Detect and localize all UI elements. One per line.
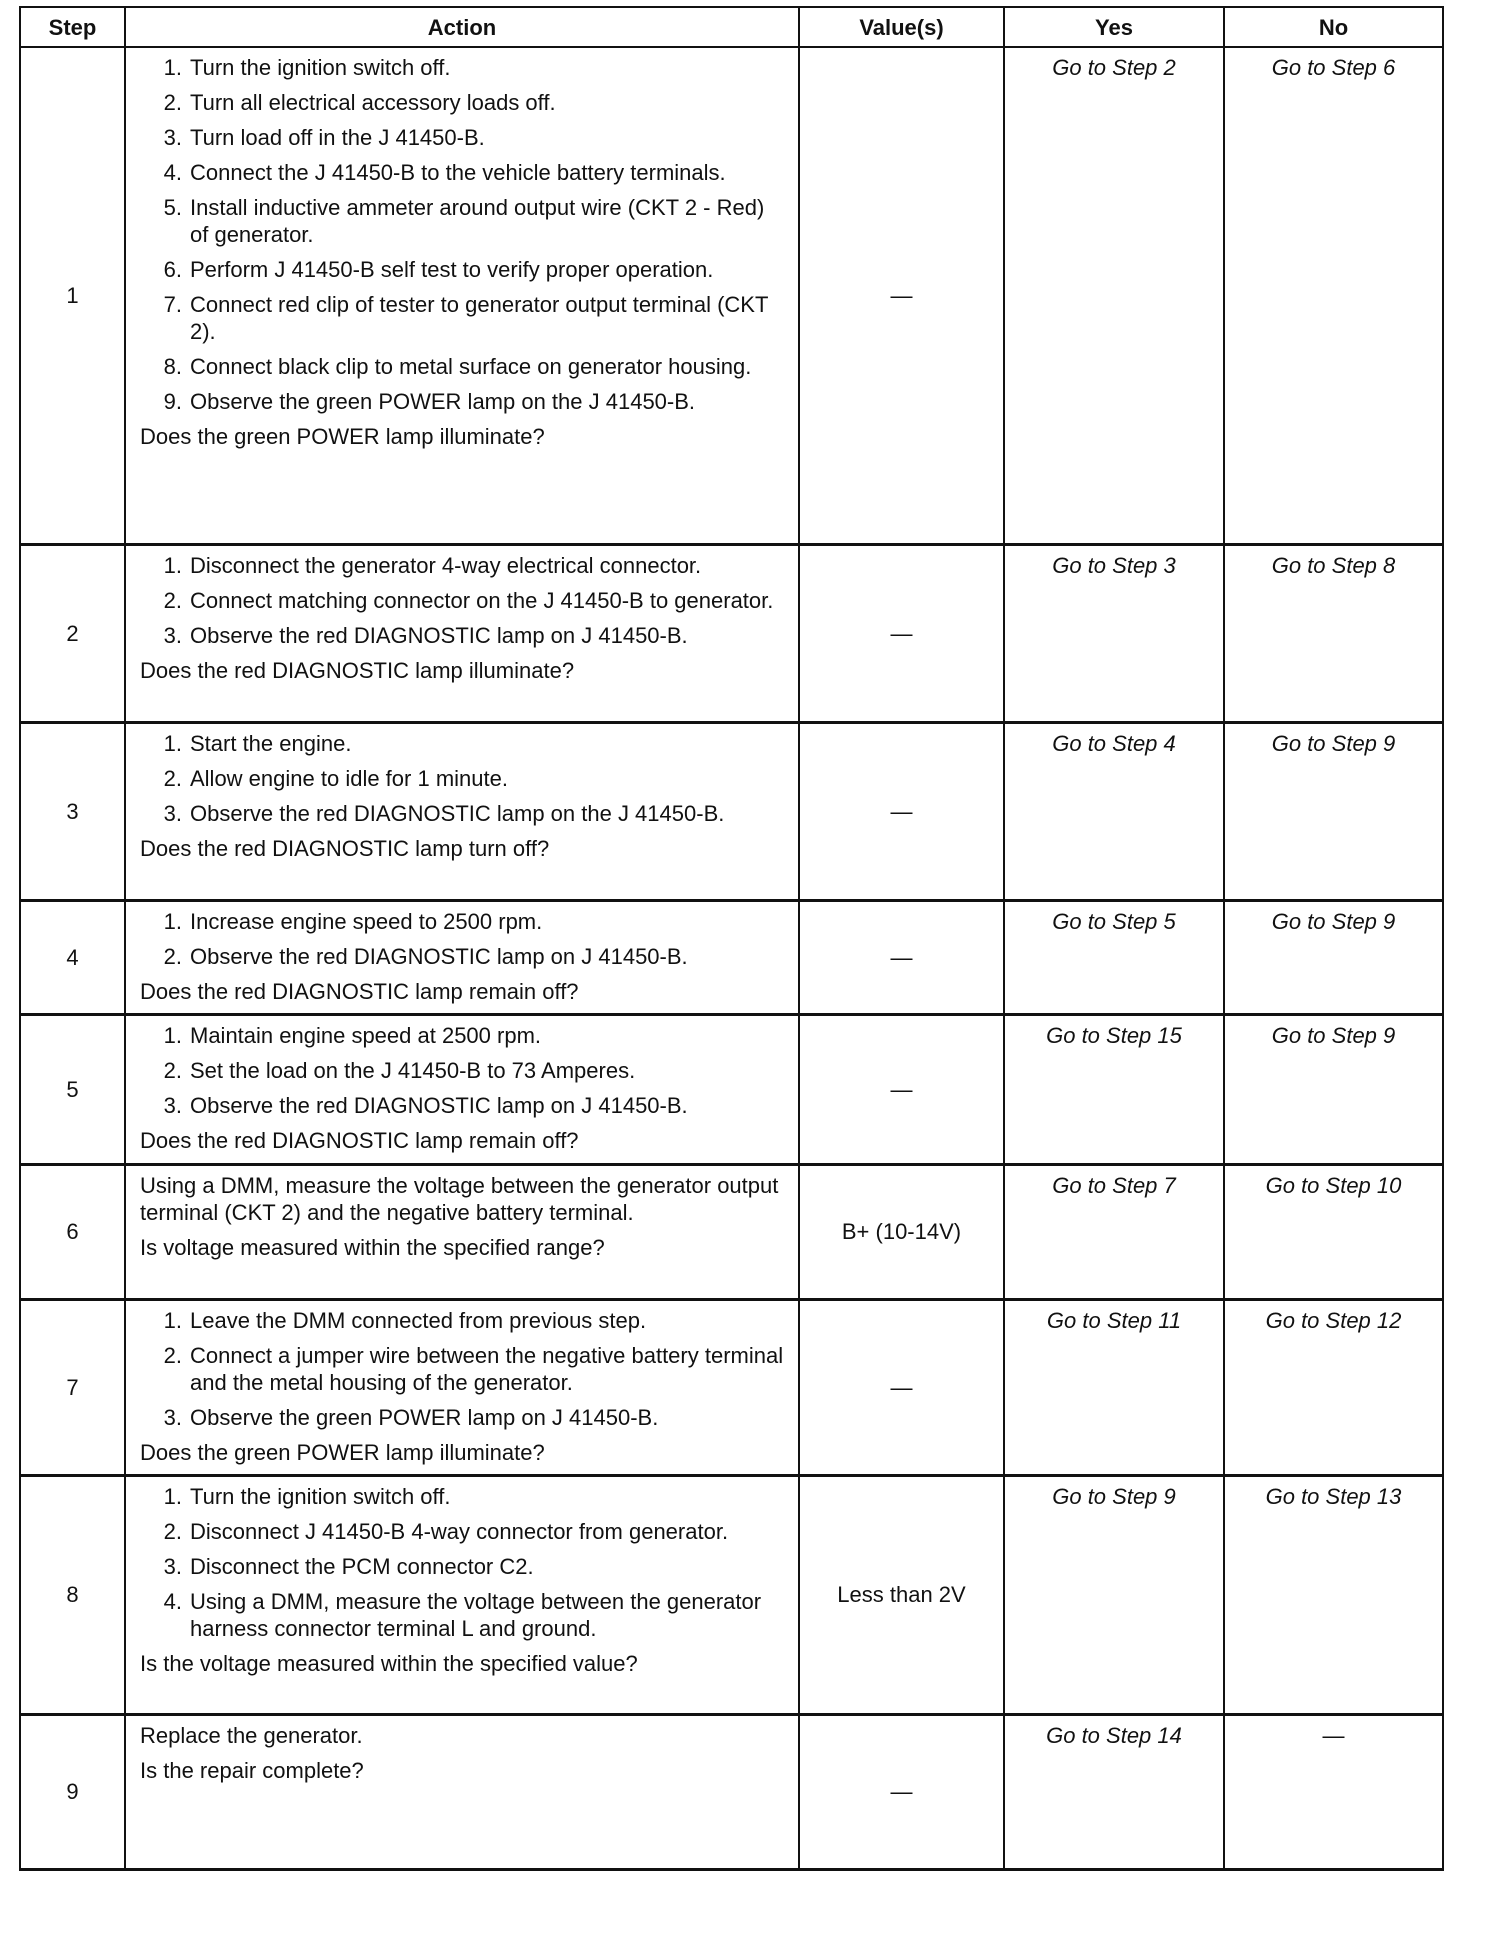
yes-goto-step: Go to Step 2	[1052, 55, 1176, 80]
header-no: No	[1224, 7, 1443, 47]
item-number: 1.	[163, 908, 182, 934]
action-content	[126, 902, 798, 1011]
no-goto-step: Go to Step 8	[1271, 552, 1396, 578]
action-cell	[125, 544, 799, 722]
yes-cell	[1004, 544, 1224, 722]
no-cell	[1224, 47, 1443, 544]
step-number: 9	[20, 1714, 125, 1869]
action-content	[126, 724, 798, 868]
value-cell: B+ (10-14V)	[799, 1164, 1004, 1299]
yes-cell	[1004, 1475, 1224, 1714]
action-text: Using a DMM, measure the voltage between the generator output terminal (CKT 2) and the negative battery terminal.	[140, 1172, 779, 1225]
question-text: Does the green POWER lamp illuminate?	[140, 424, 545, 449]
question-text: Does the red DIAGNOSTIC lamp illuminate?	[140, 657, 575, 683]
action-item	[140, 124, 788, 151]
question-text: Does the red DIAGNOSTIC lamp remain off?	[140, 978, 579, 1004]
value-cell: —	[799, 1299, 1004, 1475]
action-item	[140, 388, 788, 415]
no-cell	[1224, 544, 1443, 722]
item-number: 6.	[163, 257, 182, 282]
step-number: 8	[20, 1475, 125, 1714]
no-content	[1225, 1016, 1442, 1055]
yes-content	[1005, 902, 1223, 941]
header-step: Step	[20, 7, 125, 47]
action-item	[140, 1057, 788, 1084]
item-number: 5.	[163, 195, 182, 220]
action-cell	[125, 47, 799, 544]
item-number: 3.	[163, 125, 182, 150]
item-number: 3.	[163, 1404, 182, 1430]
no-goto-step: Go to Step 9	[1271, 908, 1396, 934]
action-content	[126, 1166, 798, 1267]
yes-goto-step: Go to Step 15	[1046, 1022, 1182, 1048]
item-text: Connect black clip to metal surface on generator housing.	[190, 354, 752, 379]
no-cell	[1224, 1164, 1443, 1299]
item-text: Observe the red DIAGNOSTIC lamp on J 41450-B.	[190, 943, 688, 969]
item-number: 3.	[163, 800, 182, 826]
item-number: 8.	[163, 354, 182, 379]
value-cell: —	[799, 1714, 1004, 1869]
no-content	[1225, 48, 1442, 87]
action-cell	[125, 1475, 799, 1714]
item-text: Turn the ignition switch off.	[190, 55, 451, 80]
action-item	[140, 1553, 788, 1580]
table-row	[20, 722, 1443, 900]
no-content	[1225, 546, 1442, 585]
table-row	[20, 1475, 1443, 1714]
yes-content	[1005, 1016, 1223, 1055]
yes-goto-step: Go to Step 9	[1052, 1483, 1176, 1509]
item-text: Connect red clip of tester to generator output terminal (CKT 2).	[190, 292, 768, 344]
item-text: Observe the green POWER lamp on the J 41450-B.	[190, 389, 696, 414]
question-text: Is the repair complete?	[140, 1757, 364, 1783]
diagnostic-table	[19, 6, 1444, 1871]
item-number: 2.	[163, 1518, 182, 1544]
item-number: 2.	[163, 90, 182, 115]
table-row	[20, 1714, 1443, 1869]
action-item	[140, 54, 788, 81]
action-item	[140, 1588, 788, 1642]
no-content	[1225, 1301, 1442, 1340]
value-cell: Less than 2V	[799, 1475, 1004, 1714]
action-cell	[125, 1164, 799, 1299]
no-content	[1225, 1477, 1442, 1516]
action-content	[126, 1016, 798, 1160]
item-text: Turn all electrical accessory loads off.	[190, 90, 556, 115]
no-content	[1225, 902, 1442, 941]
item-number: 7.	[163, 292, 182, 317]
question-text: Does the red DIAGNOSTIC lamp remain off?	[140, 1127, 579, 1153]
item-text: Perform J 41450-B self test to verify proper operation.	[190, 257, 714, 282]
action-item	[140, 1483, 788, 1510]
action-content	[126, 48, 798, 456]
item-number: 4.	[163, 1588, 182, 1614]
value-cell: —	[799, 47, 1004, 544]
table-row	[20, 47, 1443, 544]
item-text: Connect a jumper wire between the negative battery terminal and the metal housing of the generator.	[190, 1342, 784, 1395]
no-content	[1225, 1716, 1442, 1755]
question-text: Does the green POWER lamp illuminate?	[140, 1439, 545, 1465]
header-yes: Yes	[1004, 7, 1224, 47]
action-cell	[125, 900, 799, 1014]
no-cell	[1224, 1714, 1443, 1869]
action-item	[140, 1307, 788, 1334]
yes-content	[1005, 1716, 1223, 1755]
item-text: Turn load off in the J 41450-B.	[190, 125, 485, 150]
no-goto-step: Go to Step 10	[1265, 1172, 1402, 1198]
table-row	[20, 1164, 1443, 1299]
table-row	[20, 544, 1443, 722]
item-number: 9.	[163, 389, 182, 414]
no-goto-step: Go to Step 9	[1271, 730, 1396, 756]
yes-cell	[1004, 900, 1224, 1014]
action-item	[140, 622, 788, 649]
action-item	[140, 943, 788, 970]
action-item	[140, 765, 788, 792]
yes-goto-step: Go to Step 3	[1052, 552, 1176, 578]
yes-cell	[1004, 47, 1224, 544]
no-goto-step: Go to Step 12	[1265, 1307, 1402, 1333]
action-cell	[125, 722, 799, 900]
action-item	[140, 159, 788, 186]
action-content	[126, 546, 798, 690]
yes-goto-step: Go to Step 7	[1052, 1172, 1176, 1198]
yes-goto-step: Go to Step 4	[1052, 730, 1176, 756]
item-text: Install inductive ammeter around output wire (CKT 2 - Red) of generator.	[190, 195, 765, 247]
table-row	[20, 900, 1443, 1014]
no-cell	[1224, 722, 1443, 900]
item-text: Observe the red DIAGNOSTIC lamp on the J 41450-B.	[190, 800, 725, 826]
item-number: 3.	[163, 1092, 182, 1118]
action-item	[140, 1404, 788, 1431]
value-cell: —	[799, 1014, 1004, 1164]
yes-cell	[1004, 1014, 1224, 1164]
no-goto-step: Go to Step 6	[1271, 55, 1396, 80]
item-text: Leave the DMM connected from previous step.	[190, 1307, 647, 1333]
action-content	[126, 1301, 798, 1472]
yes-goto-step: Go to Step 11	[1046, 1307, 1182, 1333]
action-item	[140, 552, 788, 579]
action-cell	[125, 1014, 799, 1164]
question-text: Is the voltage measured within the specified value?	[140, 1650, 638, 1676]
yes-content	[1005, 1166, 1223, 1205]
yes-cell	[1004, 1299, 1224, 1475]
table-row	[20, 1299, 1443, 1475]
action-item	[140, 1092, 788, 1119]
item-number: 2.	[163, 587, 182, 613]
item-number: 3.	[163, 1553, 182, 1579]
no-content	[1225, 1166, 1442, 1205]
item-number: 1.	[163, 55, 182, 80]
step-number: 7	[20, 1299, 125, 1475]
item-text: Set the load on the J 41450-B to 73 Amperes.	[190, 1057, 636, 1083]
action-item	[140, 353, 788, 380]
item-number: 1.	[163, 1307, 182, 1333]
item-number: 1.	[163, 1483, 182, 1509]
no-cell	[1224, 1299, 1443, 1475]
action-cell	[125, 1299, 799, 1475]
value-cell: —	[799, 544, 1004, 722]
no-content	[1225, 724, 1442, 763]
action-item	[140, 730, 788, 757]
item-number: 1.	[163, 1022, 182, 1048]
item-number: 2.	[163, 1342, 182, 1368]
item-text: Turn the ignition switch off.	[190, 1483, 451, 1509]
item-text: Increase engine speed to 2500 rpm.	[190, 908, 543, 934]
yes-goto-step: Go to Step 5	[1052, 908, 1176, 934]
yes-content	[1005, 724, 1223, 763]
step-number: 1	[20, 47, 125, 544]
header-row	[20, 7, 1443, 47]
item-number: 2.	[163, 765, 182, 791]
item-number: 4.	[163, 160, 182, 185]
item-number: 2.	[163, 1057, 182, 1083]
item-text: Start the engine.	[190, 730, 352, 756]
item-text: Observe the red DIAGNOSTIC lamp on J 41450-B.	[190, 1092, 688, 1118]
question-text: Does the red DIAGNOSTIC lamp turn off?	[140, 835, 550, 861]
action-item	[140, 291, 788, 345]
action-item	[140, 256, 788, 283]
item-number: 1.	[163, 552, 182, 578]
no-dash: —	[1322, 1722, 1345, 1748]
yes-cell	[1004, 722, 1224, 900]
action-cell	[125, 1714, 799, 1869]
action-item	[140, 908, 788, 935]
item-text: Disconnect the generator 4-way electrical connector.	[190, 552, 702, 578]
action-content	[126, 1716, 798, 1790]
yes-goto-step: Go to Step 14	[1046, 1722, 1182, 1748]
step-number: 6	[20, 1164, 125, 1299]
item-text: Disconnect the PCM connector C2.	[190, 1553, 534, 1579]
action-item	[140, 1342, 788, 1396]
action-text: Replace the generator.	[140, 1722, 363, 1748]
step-number: 4	[20, 900, 125, 1014]
item-text: Observe the green POWER lamp on J 41450-B.	[190, 1404, 659, 1430]
yes-cell	[1004, 1164, 1224, 1299]
yes-content	[1005, 546, 1223, 585]
item-number: 3.	[163, 622, 182, 648]
action-item	[140, 194, 788, 248]
no-cell	[1224, 1475, 1443, 1714]
yes-content	[1005, 48, 1223, 87]
no-goto-step: Go to Step 13	[1265, 1483, 1402, 1509]
item-text: Allow engine to idle for 1 minute.	[190, 765, 508, 791]
item-text: Connect matching connector on the J 41450-B to generator.	[190, 587, 774, 613]
action-item	[140, 800, 788, 827]
item-text: Using a DMM, measure the voltage between the generator harness connector terminal L and ground.	[190, 1588, 762, 1641]
yes-content	[1005, 1477, 1223, 1516]
step-number: 3	[20, 722, 125, 900]
value-cell: —	[799, 900, 1004, 1014]
action-item	[140, 587, 788, 614]
action-item	[140, 1518, 788, 1545]
table-row	[20, 1014, 1443, 1164]
yes-content	[1005, 1301, 1223, 1340]
no-goto-step: Go to Step 9	[1271, 1022, 1396, 1048]
action-content	[126, 1477, 798, 1683]
header-values: Value(s)	[799, 7, 1004, 47]
item-number: 1.	[163, 730, 182, 756]
yes-cell	[1004, 1714, 1224, 1869]
step-number: 2	[20, 544, 125, 722]
no-cell	[1224, 900, 1443, 1014]
action-item	[140, 89, 788, 116]
step-number: 5	[20, 1014, 125, 1164]
question-text: Is voltage measured within the specified range?	[140, 1234, 605, 1260]
header-action: Action	[125, 7, 799, 47]
item-number: 2.	[163, 943, 182, 969]
action-item	[140, 1022, 788, 1049]
item-text: Maintain engine speed at 2500 rpm.	[190, 1022, 542, 1048]
value-cell: —	[799, 722, 1004, 900]
item-text: Connect the J 41450-B to the vehicle battery terminals.	[190, 160, 726, 185]
item-text: Observe the red DIAGNOSTIC lamp on J 41450-B.	[190, 622, 688, 648]
no-cell	[1224, 1014, 1443, 1164]
item-text: Disconnect J 41450-B 4-way connector from generator.	[190, 1518, 729, 1544]
